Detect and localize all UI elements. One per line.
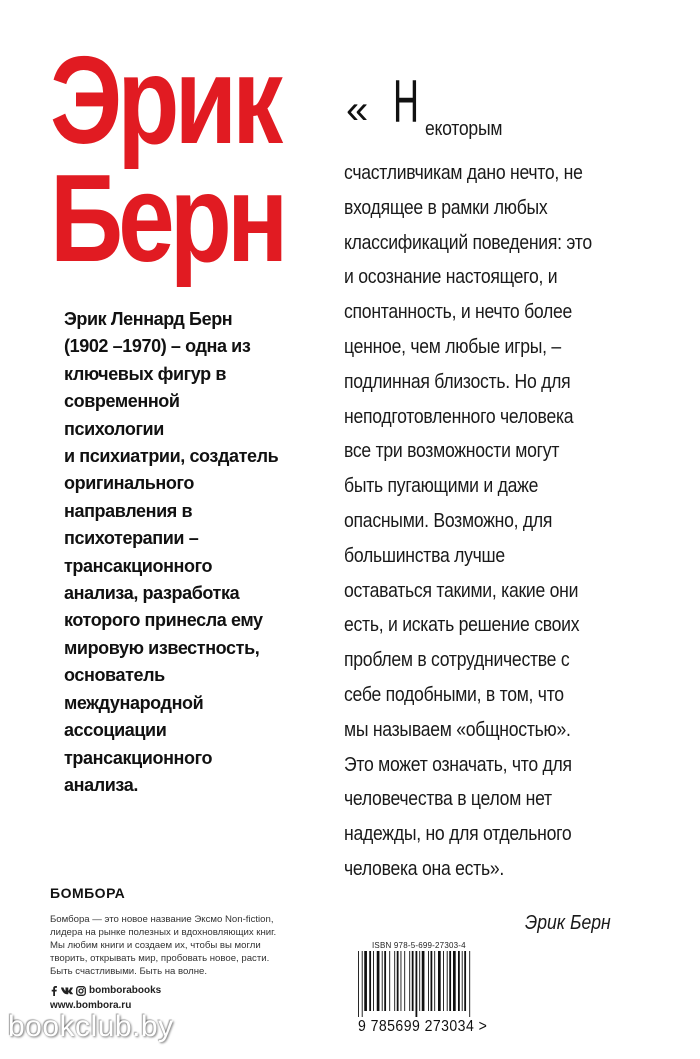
publisher-description-line: Быть счастливыми. Быть на волне.	[50, 966, 208, 977]
bio-line: (1902 –1970) – одна из	[64, 336, 251, 357]
barcode-bar	[389, 951, 390, 1011]
barcode-bar	[458, 951, 460, 1011]
publisher-logo: БОМБОРА	[50, 885, 126, 901]
quote-drop-cap: Н	[393, 68, 420, 135]
author-last-name: Берн	[50, 150, 284, 288]
barcode-bar	[469, 951, 470, 1017]
quote-line: надежды, но для отдельного	[344, 823, 572, 846]
barcode-bar	[422, 951, 425, 1011]
quote-line: и осознание настоящего, и	[344, 266, 558, 289]
barcode-bar	[373, 951, 374, 1011]
barcode-bar	[377, 951, 380, 1011]
bio-line: анализа.	[64, 774, 138, 795]
barcode-bar	[362, 951, 363, 1017]
quote-first-line: екоторым	[425, 118, 503, 140]
quote-line: есть, и искать решение своих	[344, 614, 580, 637]
quote-line: спонтанность, и нечто более	[344, 301, 573, 324]
social-handle[interactable]: bomborabooks	[89, 985, 162, 996]
quote-line: опасными. Возможно, для	[344, 509, 553, 532]
bio-line: психотерапии –	[64, 528, 199, 549]
isbn-label: ISBN 978-5-699-27303-4	[372, 941, 466, 950]
barcode-bar	[462, 951, 463, 1011]
quote-line: неподготовленного человека	[344, 405, 574, 428]
bio-line: которого принесла ему	[64, 610, 263, 631]
barcode-bar	[358, 951, 359, 1017]
author-bio	[64, 306, 304, 799]
bio-line: Эрик Леннард Берн	[64, 309, 233, 329]
barcode-bar	[447, 951, 448, 1011]
bio-line: международной	[64, 692, 204, 713]
barcode	[354, 951, 514, 1021]
bio-line: психологии	[64, 418, 164, 439]
quote-line: Это может означать, что для	[344, 753, 572, 776]
barcode-bar	[394, 951, 395, 1011]
quote-line: счастливчикам дано нечто, не	[344, 162, 583, 184]
quote-body	[344, 156, 674, 887]
vk-icon	[61, 987, 73, 995]
facebook-icon	[50, 986, 58, 996]
quote-line: человечества в целом нет	[344, 788, 552, 811]
author-first-name: Эрик	[50, 32, 279, 170]
bio-line: оригинального	[64, 473, 194, 494]
bio-line: трансакционного	[64, 747, 213, 768]
barcode-bar	[369, 951, 371, 1011]
author-title	[50, 32, 284, 288]
barcode-bar	[397, 951, 399, 1011]
quote-line: входящее в рамки любых	[344, 196, 548, 219]
bio-line: трансакционного	[64, 555, 213, 576]
barcode-bar	[438, 951, 441, 1011]
quote-attribution: Эрик Берн	[525, 912, 611, 934]
bio-line: и психиатрии, создатель	[64, 446, 279, 467]
publisher-description-line: Мы любим книги и создаем их, чтобы вы могли	[50, 940, 261, 951]
bio-line: ассоциации	[64, 720, 167, 741]
barcode-bar	[404, 951, 405, 1011]
bio-line: ключевых фигур в	[64, 363, 227, 384]
quote-line: человека она есть».	[344, 857, 505, 880]
barcode-bar	[416, 951, 418, 1017]
quote-line: оставаться такими, какие они	[344, 579, 579, 602]
barcode-bar	[401, 951, 402, 1011]
bio-line: анализа, разработка	[64, 583, 240, 604]
barcode-bar	[409, 951, 410, 1011]
bio-line: направления в	[64, 500, 193, 521]
barcode-bar	[431, 951, 433, 1011]
barcode-bar	[453, 951, 456, 1011]
bio-line: современной	[64, 391, 180, 412]
publisher-description	[50, 913, 340, 978]
barcode-bar	[434, 951, 435, 1011]
barcode-bar	[384, 951, 386, 1011]
quote-line: все три возможности могут	[344, 440, 560, 463]
publisher-website[interactable]: www.bombora.ru	[50, 1000, 132, 1011]
barcode-digits: 9 785699 273034 >	[358, 1018, 488, 1035]
quote-line: быть пугающими и даже	[344, 475, 539, 498]
quote-line: большинства лучше	[344, 544, 505, 567]
bio-line: мировую известность,	[64, 637, 260, 658]
bio-line: основатель	[64, 665, 165, 686]
quote-open-mark: «	[346, 88, 363, 132]
social-links	[50, 985, 161, 996]
publisher-description-line: Бомбора — это новое название Эксмо Non-fiction,	[50, 914, 274, 925]
barcode-bar	[443, 951, 444, 1011]
quote-line: проблем в сотрудничестве с	[344, 649, 570, 672]
watermark: bookclub.by	[8, 1010, 174, 1043]
barcode-bar	[428, 951, 429, 1011]
quote-line: ценное, чем любые игры, –	[344, 335, 561, 358]
quote-line: классификаций поведения: это	[344, 231, 592, 254]
barcode-bar	[419, 951, 420, 1011]
barcode-bar	[464, 951, 466, 1011]
quote-line: подлинная близость. Но для	[344, 370, 571, 393]
publisher-description-line: лидера на рынке полезных и вдохновляющих книг.	[50, 927, 277, 938]
barcode-bar	[364, 951, 367, 1011]
barcode-bar	[412, 951, 414, 1011]
quote-line: себе подобными, в том, что	[344, 683, 564, 706]
barcode-bar	[382, 951, 383, 1011]
instagram-icon	[76, 986, 86, 996]
barcode-bar	[449, 951, 451, 1011]
quote-line: мы называем «общностью».	[344, 718, 571, 741]
publisher-description-line: творить, открывать мир, пробовать новое, расти.	[50, 953, 270, 964]
